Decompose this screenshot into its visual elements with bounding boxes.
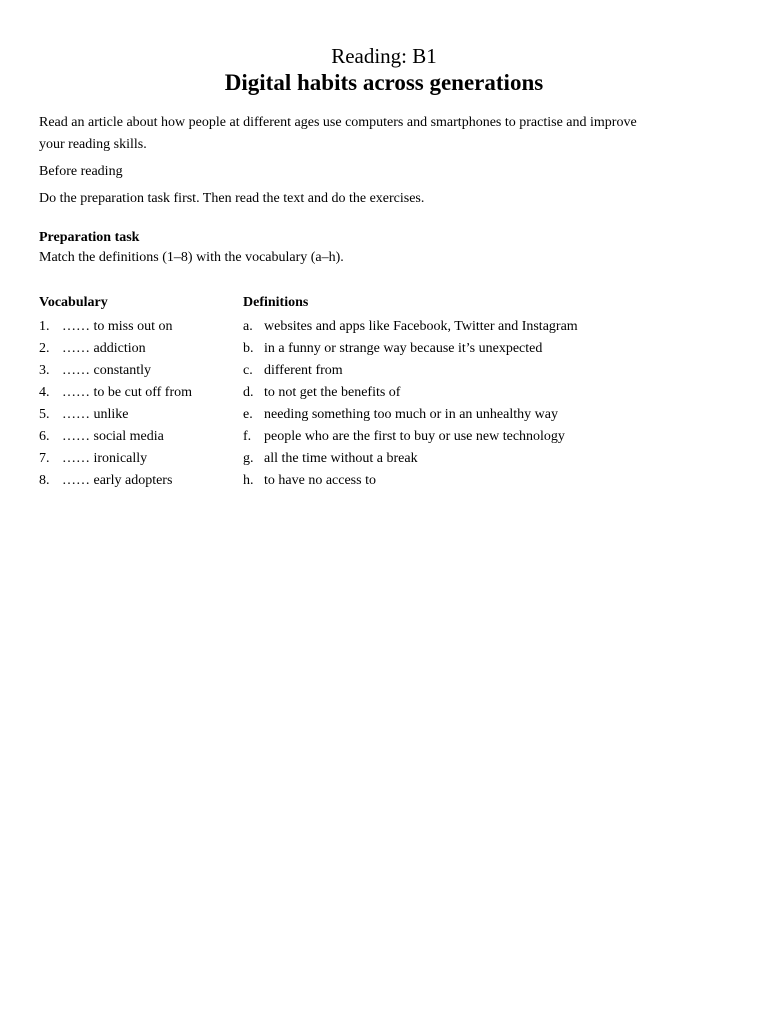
vocabulary-item: …… early adopters (62, 473, 173, 488)
definition-text: websites and apps like Facebook, Twitter and Instagram (264, 319, 578, 334)
vocabulary-item: …… addiction (62, 341, 146, 356)
level-heading: Reading: B1 (331, 44, 437, 68)
definitions-column-heading: Definitions (243, 295, 309, 310)
item-number: 8. (39, 473, 50, 488)
vocabulary-item: …… constantly (62, 363, 152, 378)
vocabulary-item: …… unlike (62, 407, 129, 422)
vocabulary-item: …… to be cut off from (62, 385, 192, 400)
definition-text: people who are the first to buy or use new technology (264, 429, 565, 444)
item-number: 5. (39, 407, 50, 422)
definition-letter: c. (243, 363, 253, 378)
page-title: Digital habits across generations (224, 70, 544, 95)
item-number: 4. (39, 385, 50, 400)
definition-text: to have no access to (264, 473, 376, 488)
item-number: 6. (39, 429, 50, 444)
matching-row (39, 383, 679, 405)
definition-letter: d. (243, 385, 254, 400)
matching-table (39, 317, 679, 493)
matching-row (39, 449, 679, 471)
preparation-task-text: Match the definitions (1–8) with the vocabulary (a–h). (39, 250, 344, 265)
matching-row (39, 405, 679, 427)
matching-row (39, 339, 679, 361)
definition-text: in a funny or strange way because it’s unexpected (264, 341, 543, 356)
definition-letter: f. (243, 429, 252, 444)
definition-text: different from (264, 363, 343, 378)
definition-text: all the time without a break (264, 451, 418, 466)
item-number: 1. (39, 319, 50, 334)
definition-text: needing something too much or in an unhealthy way (264, 407, 558, 422)
preparation-task-heading: Preparation task (39, 230, 140, 245)
vocabulary-item: …… to miss out on (62, 319, 173, 334)
vocabulary-column-heading: Vocabulary (39, 295, 108, 310)
item-number: 2. (39, 341, 50, 356)
item-number: 3. (39, 363, 50, 378)
matching-row (39, 427, 679, 449)
definition-letter: e. (243, 407, 253, 422)
instruction-text: Do the preparation task first. Then read the text and do the exercises. (39, 191, 425, 206)
matching-row (39, 471, 679, 493)
vocabulary-item: …… social media (62, 429, 164, 444)
before-reading-label: Before reading (39, 164, 123, 179)
definition-letter: h. (243, 473, 254, 488)
definition-letter: b. (243, 341, 254, 356)
definition-letter: g. (243, 451, 254, 466)
vocabulary-item: …… ironically (62, 451, 148, 466)
definition-letter: a. (243, 319, 253, 334)
item-number: 7. (39, 451, 50, 466)
matching-row (39, 317, 679, 339)
matching-row (39, 361, 679, 383)
intro-paragraph: Read an article about how people at different ages use computers and smartphones to practise and improve your reading skills. (39, 115, 637, 152)
definition-text: to not get the benefits of (264, 385, 401, 400)
